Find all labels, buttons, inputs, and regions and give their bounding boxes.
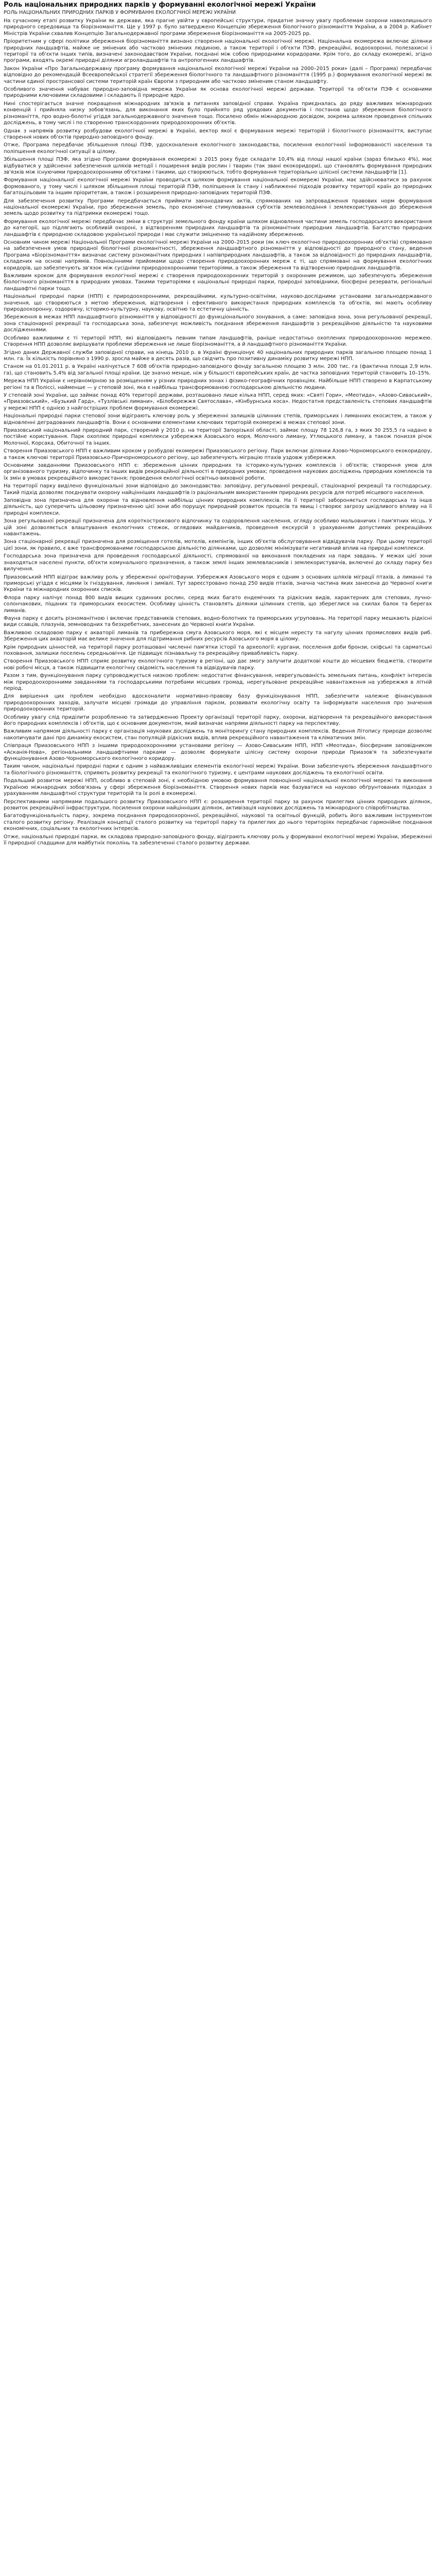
body-paragraph: Особливого значення набуває природно-заповідна мережа України як основа екологічної мережі держави. Території та об'єкти ПЗФ є основними природними ключовими складовими і складають її природне ядро. <box>4 87 432 99</box>
body-paragraph: На території парку виділено функціональні зони відповідно до законодавства: заповідну, регульованої рекреації, стаціонарної рекреації та господарську. Такий підхід дозволяє поєднувати охорону найцінніших ландшафтів із раціональним використанням природних ресурсів для потреб місцевого населення. <box>4 483 432 496</box>
body-paragraph: Перспективними напрямами подальшого розвитку Приазовського НПП є: розширення території парку за рахунок прилеглих цінних природних ділянок, розвиток рекреаційної інфраструктури, посилення охорони найцінніших ділянок, активізація наукових досліджень та міжнародного співробітництва. <box>4 799 432 811</box>
body-paragraph: Зона стаціонарної рекреації призначена для розміщення готелів, мотелів, кемпінгів, інших об'єктів обслуговування відвідувачів парку. При цьому території цієї зони, як правило, є вже трансформованими господарською діяльністю ділянками, що дозволяє мінімізувати негативний вплив на природні комплекси. <box>4 539 432 551</box>
body-paragraph: Основним чином мережі Національної Програми екологічної мережі України на 2000–2015 роки (як ключ екологічно природоохоронних об'єктів) спрямовано на забезпечення умов природної біологічної різноманітності, збереження ландшафтного різноманіття у відповідності до природного стану, ведення Програма «Біорізноманіття» визначає систему різноманітних природних і напівприродних ландшафтів, а також за відповідності до природних ландшафтів, складених на основі напрямів. Повноцінними прийомами щодо створення природоохоронних мереж є ті, що спрямовані на формування екологічних коридорів, що забезпечують зв'язок між сусідніми природоохоронними територіями, а також збереження та відтворенню природних ландшафтів. <box>4 240 432 271</box>
body-paragraph: Важливим напрямом діяльності парку є організація наукових досліджень та моніторингу стану природних комплексів. Ведення Літопису природи дозволяє накопичувати дані про динаміку екосистем, стан популяцій рідкісних видів, вплив рекреаційного навантаження та кліматичних змін. <box>4 728 432 741</box>
body-paragraph: Основними завданнями Приазовського НПП є: збереження цінних природних та історико-культурних комплексів і об'єктів; створення умов для організованого туризму, відпочинку та інших видів рекреаційної діяльності в природних умовах; проведення наукових досліджень природних комплексів та їх змін в умовах рекреаційного використання; проведення екологічної освітньо-виховної роботи. <box>4 463 432 481</box>
document-body <box>4 18 432 846</box>
body-paragraph: Станом на 01.01.2011 р. в Україні налічується 7 608 об'єктів природно-заповідного фонду загальною площею 3 млн. 200 тис. га (фактична площа 2,9 млн. га), що становить 5,4% від загальної площі країни. Це значно менше, ніж у більшості європейських країн, де частка заповідних територій становить 10–15%. <box>4 364 432 376</box>
document-page <box>0 0 436 854</box>
document-title: Роль національних природних парків у формуванні екологічної мережі України <box>4 1 316 9</box>
body-paragraph: Однак з напрямів розвитку розбудови екологічної мережі в Україні, вектор якої є формування мережі територій і біологічного різноманіття, виступає створення нових об'єктів природно-заповідного фонду. <box>4 128 432 140</box>
document-subtitle: РОЛЬ НАЦІОНАЛЬНИХ ПРИРОДНИХ ПАРКІВ У ФОРМУВАННІ ЕКОЛОГІЧНОЇ МЕРЕЖІ УКРАЇНИ <box>4 10 236 15</box>
body-paragraph: Особливу увагу слід приділити розробленню та затвердженню Проекту організації території парку, охорони, відтворення та рекреаційного використання його природних комплексів і об'єктів, що є основним документом, який визначає напрями діяльності парку на перспективу. <box>4 714 432 727</box>
body-paragraph: У степовій зоні України, що займає понад 40% території держави, розташовано лише кілька НПП, серед яких: «Святі Гори», «Меотида», «Азово-Сиваський», «Приазовський», «Бузький Гард», «Тузлівські лимани», «Білобережжя Святослава», «Кінбурнська коса». Недостатня представленість степових ландшафтів у мережі НПП є однією з найгостріших проблем формування екомережі. <box>4 392 432 411</box>
body-paragraph: Згідно даних Державної служби заповідної справи, на кінець 2010 р. в Україні функціонує 40 національних природних парків загальною площею понад 1 млн. га. Їх кількість порівняно з 1990 р. зросла майже в десять разів, що свідчить про позитивну динаміку розвитку мережі НПП. <box>4 349 432 362</box>
body-paragraph: Заповідна зона призначена для охорони та відновлення найбільш цінних природних комплексів. На її території забороняється господарська та інша діяльність, що суперечить цільовому призначенню цієї зони або порушує природний розвиток процесів та явищ і створює загрозу шкідливого впливу на її природні комплекси. <box>4 498 432 516</box>
body-paragraph: Таким чином, національні природні парки є одним з найважливіших елементів екологічної мережі України. Вони забезпечують збереження ландшафтного та біологічного різноманіття, сприяють розвитку рекреації та екологічного туризму, є центрами наукових досліджень та екологічної освіти. <box>4 764 432 776</box>
body-paragraph: Мережа НПП України є нерівномірною за розміщенням у різних природних зонах і фізико-географічних провінціях. Найбільше НПП створено в Карпатському регіоні та в Поліссі, найменше — у степовій зоні, яка є найбільш трансформованою господарською діяльністю людини. <box>4 378 432 391</box>
body-paragraph: Крім природних цінностей, на території парку розташовані численні пам'ятки історії та археології: кургани, поселення доби бронзи, скіфські та сарматські поховання, залишки поселень середньовіччя. Це підвищує пізнавальну та рекреаційну привабливість парку. <box>4 644 432 656</box>
body-paragraph: Створення Приазовського НПП сприяє розвитку екологічного туризму в регіоні, що дає змогу залучити додаткові кошти до місцевих бюджетів, створити нові робочі місця, а також підвищити екологічну свідомість населення та відвідувачів парку. <box>4 658 432 671</box>
body-paragraph: Для забезпечення розвитку Програми передбачається приймати законодавчих актів, спрямованих на запровадження правових норм формування національної екомережі України, про збереження земель, про економічне стимулювання суб'єктів землеволодіння і землекористування до збереження земель щодо розвитку та підтримки екомережі тощо. <box>4 198 432 217</box>
body-paragraph: Закон України «Про Загальнодержавну програму формування національної екологічної мережі України на 2000–2015 роки» (далі – Програма) передбачає відповідно до рекомендацій Всеєвропейської стратегії збереження біологічного та ландшафтного різноманіття (1995 р.) формування екологічної мережі як частини єдиної пространсової системи територій країн Європи з природним або частково зміненим станом ландшафту. <box>4 65 432 84</box>
body-paragraph: Збільшення площі ПЗФ, яка згідно Програми формування екомережі з 2015 року буде складати 10,4% від площі нашої країни (зараз близько 4%), має відбуватися у здійсненні забезпечення шляхів методії і поширення видів рослин і тварин (так звані екокоридори), що становлять формування природних зв'язків між існуючими природоохоронними об'єктами і такими, що створюються, тобто формування територіально цілісної системи ландшафтів [1]. <box>4 157 432 175</box>
body-paragraph: Особливо важливими є ті території НПП, які відповідають певним типам ландшафтів, раніше недостатньо охоплених природоохоронною мережею. Створення НПП дозволяє вирішувати проблеми збереження не лише біорізноманіття, а й ландшафтного різноманіття України. <box>4 335 432 348</box>
body-paragraph: Фауна парку є досить різноманітною і включає представників степових, водно-болотних та приморських угруповань. На території парку мешкають рідкісні види ссавців, плазунів, земноводних та безхребетних, занесених до Червоної книги України. <box>4 615 432 628</box>
body-paragraph: Флора парку налічує понад 800 видів вищих судинних рослин, серед яких багато ендемічних та рідкісних видів, характерних для степових, лучно-солончакових, піщаних та приморських екосистем. Особливу цінність становлять ділянки цілинних степів, що збереглися на схилах балок та берегах лиманів. <box>4 595 432 614</box>
body-paragraph: Господарська зона призначена для проведення господарської діяльності, спрямованої на виконання покладених на парк завдань. У межах цієї зони знаходяться населені пункти, об'єкти комунального призначення, а також землі інших землевласників і землекористувачів, включені до складу парку без вилучення. <box>4 553 432 572</box>
body-paragraph: Національні природні парки (НПП) є природоохоронними, рекреаційними, культурно-освітніми, науково-дослідними установами загальнодержавного значення, що створюються з метою збереження, відтворення і ефективного використання природних комплексів та об'єктів, які мають особливу природоохоронну, оздоровчу, історико-культурну, наукову, освітню та естетичну цінність. <box>4 294 432 313</box>
body-paragraph: Формування екологічної мережі передбачає зміни в структурі земельного фонду країни шляхом відновлення частини земель господарського використання до категорії, що підлягають особливій охороні, з відтворенням природних ландшафтів та різноманітних природних ландшафтів. Багатство природних ландшафтів є природною складовою української природи і має служити зміцненню та надійному збереженню. <box>4 218 432 238</box>
body-paragraph: Національні природні парки степової зони відіграють ключову роль у збереженні залишків цілинних степів, приморських і лиманних екосистем, а також у відновленні деградованих ландшафтів. Вони є основними елементами ключових територій екомережі в межах степової зони. <box>4 413 432 426</box>
body-paragraph: Подальший розвиток мережі НПП, особливо в степовій зоні, є необхідною умовою формування повноцінної національної екологічної мережі та виконання Україною міжнародних зобов'язань у сфері збереження біорізноманіття. Створення нових парків має базуватися на науково обґрунтованих підходах з урахуванням ландшафтної структури територій та їх ролі в екомережі. <box>4 778 432 797</box>
body-paragraph: Для вирішення цих проблем необхідно вдосконалити нормативно-правову базу функціонування НПП, забезпечити належне фінансування природоохоронних заходів, залучати місцеві громади до управління парком, розвивати екологічну освіту та інформувати населення про значення природоохоронних територій. <box>4 693 432 713</box>
body-paragraph: На сучасному етапі розвитку України як держави, яка прагне увійти у європейські структури, придатне значну увагу проблемам охорони навколишнього природного середовища та біорізноманіття. Ще у 1997 р. було затверджено Концепцію збереження біологічного різноманіття України, а в 2004 р. Кабінет Міністрів України схвалив Концепцію Загальнодержавної програми збереження біорізноманіття на 2005-2025 рр. <box>4 18 432 37</box>
body-paragraph: Отже, національні природні парки, як складова природно-заповідного фонду, відіграють ключову роль у формуванні екологічної мережі України, збереженні її природної спадщини для майбутніх поколінь та забезпеченні сталого розвитку держави. <box>4 834 432 846</box>
body-paragraph: Багатофункціональність парку, зокрема поєднання природоохоронної, рекреаційної, наукової та освітньої функцій, робить його важливим інструментом сталого розвитку регіону. Реалізація концепції сталого розвитку на території парку та прилеглих до нього територіях передбачає гармонійне поєднання економічних, соціальних та екологічних інтересів. <box>4 813 432 832</box>
body-paragraph: Отже, Програма передбачає збільшення площі ПЗФ, удосконалення екологічного законодавства, посилення екологічної інформованості населення та поліпшення екологічної ситуації в цілому. <box>4 142 432 155</box>
body-paragraph: Разом з тим, функціонування парку супроводжується низкою проблем: недостатнє фінансування, неврегульованість земельних питань, конфлікт інтересів між природоохоронними завданнями та господарськими потребами місцевих громад, нерегульоване рекреаційне навантаження на узбережжя в літній період. <box>4 673 432 691</box>
body-paragraph: Зона регульованої рекреації призначена для короткострокового відпочинку та оздоровлення населення, огляду особливо мальовничих і пам'ятних місць. У цій зоні дозволяється влаштування екологічних стежок, оглядових майданчиків, проведення екскурсій з урахуванням допустимих рекреаційних навантажень. <box>4 518 432 537</box>
body-paragraph: Збереження в межах НПП ландшафтного різноманіття у відповідності до функціонального зонування, а саме: заповідна зона, зона регульованої рекреації, зона стаціонарної рекреації та господарська зона, забезпечує можливість поєднання збереження ландшафтів з рекреаційною діяльністю та науковими дослідженнями. <box>4 314 432 333</box>
body-paragraph: Приазовський НПП відіграє важливу роль у збереженні орнітофауни. Узбережжя Азовського моря є одним з основних шляхів міграції птахів, а лиманні та приморські угіддя є місцями їх гніздування, линяння і зимівлі. Тут зареєстровано понад 250 видів птахів, значна частина яких занесена до Червоної книги України та міжнародних охоронних списків. <box>4 574 432 593</box>
body-paragraph: Формування національної екологічної мережі України проводиться шляхом формування національної екомережі України, має здійснюватися за рахунок формованого, у тому числі і шляхом збільшення площі територій ПЗФ, поліпшення їх стану і наближенні підходів розвитку території країн до природних багатоцільовим та іншим пріоритетам, а також і розширення природно-заповідних територій ПЗФ. <box>4 177 432 196</box>
body-paragraph: Нині спостерігається значне покращення міжнародних зв'язків в питаннях заповідної справи. Україна приєдналась до ряду важливих міжнародних конвенцій і прийняла низку зобов'язань, для виконання яких було прийнято ряд урядових документів і постанов щодо збереження біологічного різноманіття, про водно-болотні угіддя загальнодержавного значення тощо. Посилено обмін міжнародною досвідом, зокрема шляхом проведення спільних досліджень, в тому числі і по створенню транскордонних природоохоронних об'єктів. <box>4 100 432 126</box>
body-paragraph: Важливим кроком для формування екологічної мережі є створення природоохоронних територій з охоронним режимом, що забезпечують збереження біологічного різноманіття в природних умовах. Такими територіями є національні природні парки, природні заповідники, біосферні резервати, регіональні ландшафтні парки тощо. <box>4 273 432 292</box>
body-paragraph: Приазовський національний природний парк, створений у 2010 р. на території Запорізької області, займає площу 78 126,8 га, з яких 30 255,5 га надано в постійне користування. Парк охоплює природні комплекси узбережжя Азовського моря, Молочного лиману, Утлюцького лиману, а також пониззя річок Молочної, Корсака, Обиточної та інших. <box>4 427 432 446</box>
body-paragraph: Важливою складовою парку є акваторії лиманів та прибережна смуга Азовського моря, які є місцем нересту та нагулу цінних промислових видів риб. Збереження цих акваторій має велике значення для підтримання рибних ресурсів Азовського моря в цілому. <box>4 630 432 642</box>
body-paragraph: Створення Приазовського НПП є важливим кроком у розбудові екомережі Приазовського регіону. Парк включає ділянки Азово-Чорноморського екокоридору, а також ключові території Приазовсько-Причорноморського регіону, що забезпечують міграцію птахів уздовж узбережжя. <box>4 448 432 461</box>
body-paragraph: Співпраця Приазовського НПП з іншими природоохоронними установами регіону — Азово-Сиваським НПП, НПП «Меотида», біосферним заповідником «Асканія-Нова», регіональними ландшафтними парками — дозволяє формувати цілісну систему охорони природи Приазов'я та забезпечувати функціонування Азово-Чорноморського екологічного коридору. <box>4 743 432 762</box>
body-paragraph: Пріоритетним у сфері політики збереження біорізноманіття визнано створення національної екологічної мережі. Національна екомережа включає ділянки природних ландшафтів, майже не змінених або частково змінених людиною, а також території і об'єкти ПЗФ, рекреаційні, водоохоронні, полезахисні і території та об'єкти інших типів, визначені законодавством України, поєднані між собою природними коридорами. Крім того, до складу екомережі, згідно програми, входять окремі природні ділянки агроландшафтів та антропогенних ландшафтів. <box>4 39 432 64</box>
